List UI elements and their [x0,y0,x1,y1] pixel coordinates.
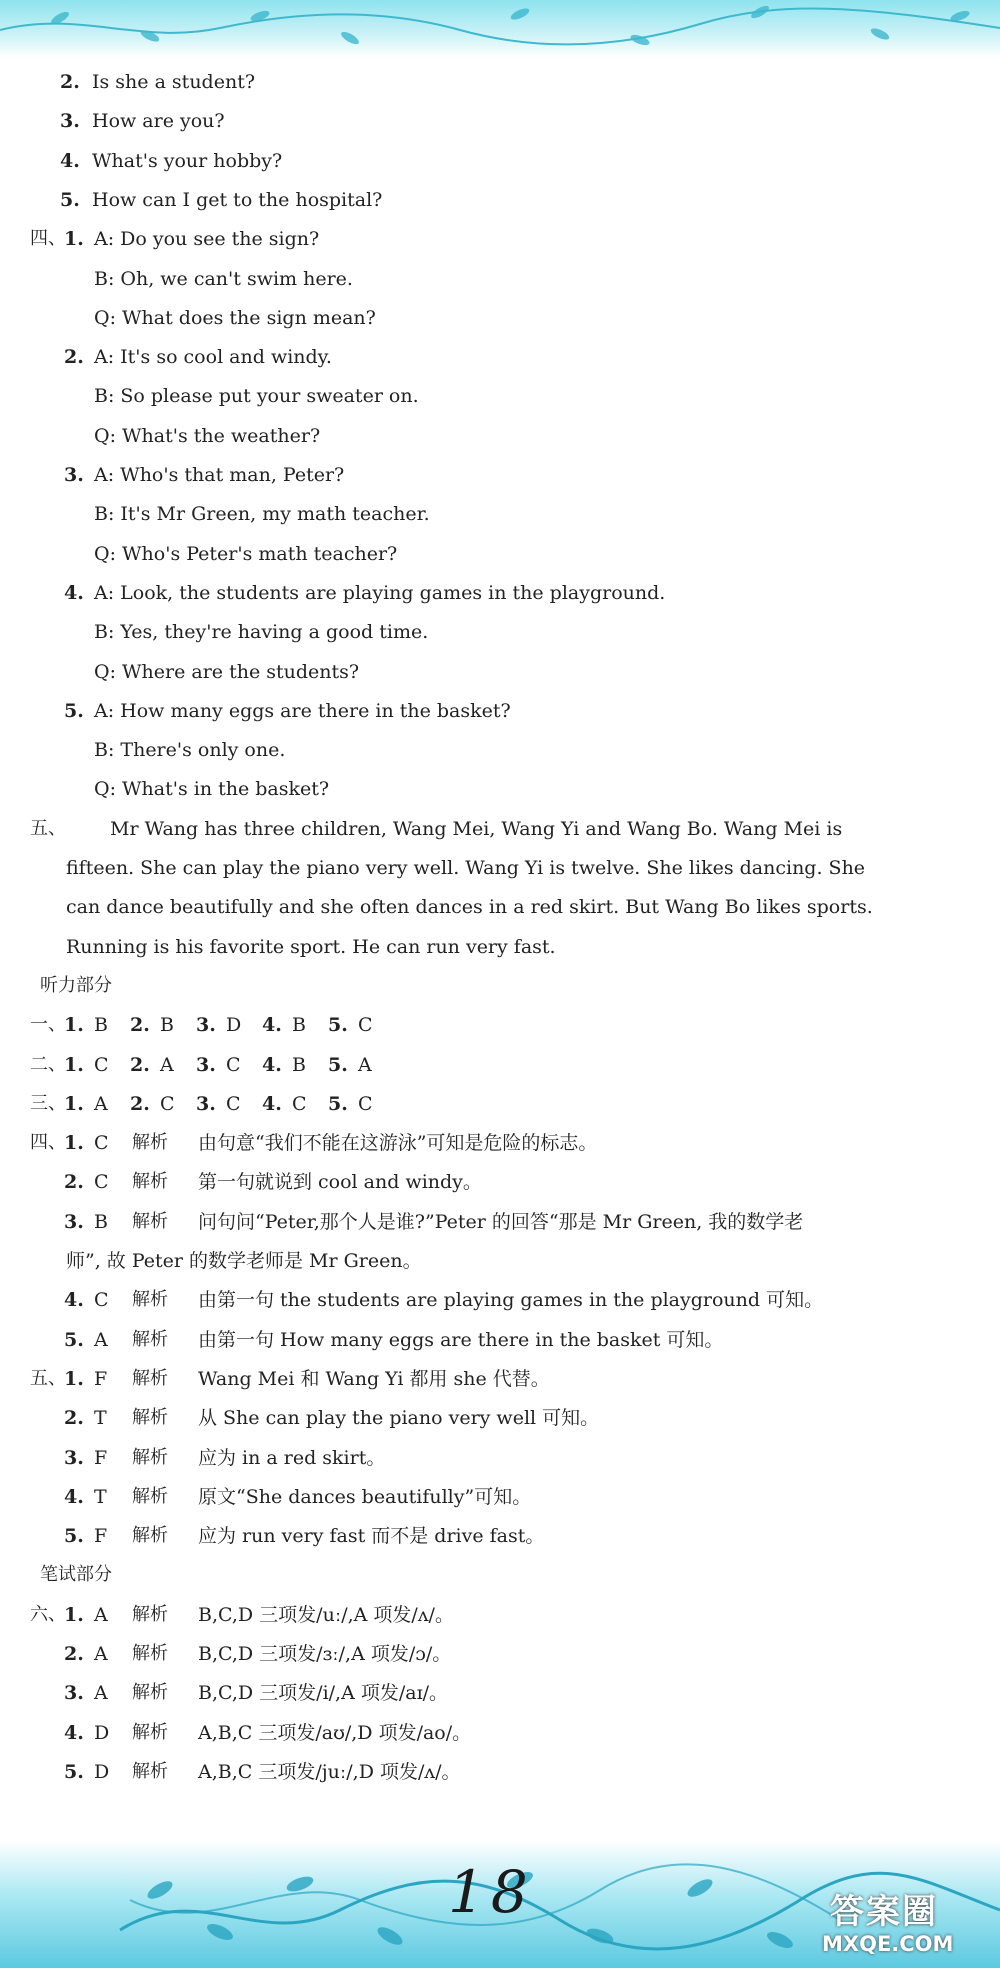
text-line [0,966,1000,1006]
answer-letter: C [94,1171,109,1194]
text-line [0,927,1000,967]
dialog-line-b: B: Yes, they're having a good time. [94,621,429,644]
item-number: 3. [64,1682,84,1705]
text-line [0,376,1000,416]
analysis-text: 从 She can play the piano very well 可知。 [198,1407,600,1430]
item-number: 2. [64,1407,84,1430]
answer-letter: A [94,1603,108,1626]
item-number: 3. [64,464,84,486]
item-number: 5. [328,1014,348,1037]
answer-letter: C [160,1092,175,1115]
item-number: 2. [64,1171,84,1194]
item-number: 5. [328,1092,348,1115]
item-number: 5. [328,1053,348,1076]
item-number: 1. [64,1053,84,1076]
answer-letter: A [94,1682,108,1705]
item-number: 4. [64,581,84,604]
text-line [0,1555,1000,1595]
item-number: 3. [64,1446,84,1469]
dialog-line-a: A: Who's that man, Peter? [94,464,345,486]
text-line [0,1162,1000,1202]
analysis-label: 解析 [132,1446,168,1468]
analysis-text: 应为 in a red skirt。 [198,1446,386,1469]
text-line [0,494,1000,534]
text-line [0,259,1000,299]
watermark-title: 答案圈 [830,1892,938,1932]
analysis-text: A,B,C 三项发/juː/,D 项发/ʌ/。 [198,1760,461,1783]
section-prefix: 二、 [30,1053,66,1075]
item-number: 1. [64,1367,84,1390]
passage-line: Mr Wang has three children, Wang Mei, Wang Yi and Wang Bo. Wang Mei is [110,817,843,840]
text-line [0,1241,1000,1281]
dialog-question: Q: What's the weather? [94,424,321,447]
section-prefix: 三、 [30,1092,66,1114]
dialog-line-b: B: It's Mr Green, my math teacher. [94,503,430,526]
analysis-text: 师”, 故 Peter 的数学老师是 Mr Green。 [66,1250,422,1272]
analysis-text: B,C,D 三项发/uː/,A 项发/ʌ/。 [198,1603,454,1626]
analysis-text: 问句问“Peter,那个人是谁?”Peter 的回答“那是 Mr Green, 我的数学老 [198,1210,804,1233]
analysis-label: 解析 [132,1682,168,1704]
analysis-label: 解析 [132,1525,168,1547]
answer-letter: C [358,1092,373,1115]
item-number: 2. [60,71,80,93]
answer-letter: C [94,1132,109,1155]
analysis-label: 解析 [132,1367,168,1389]
item-number: 4. [262,1092,282,1115]
text-line [0,1477,1000,1517]
dialog-line-b: B: Oh, we can't swim here. [94,267,353,290]
analysis-text: A,B,C 三项发/aʊ/,D 项发/ao/。 [198,1721,472,1744]
analysis-label: 解析 [132,1760,168,1782]
section-prefix: 五、 [30,817,66,839]
item-number: 3. [64,1210,84,1233]
answer-letter: B [94,1210,108,1233]
answer-letter: F [94,1525,108,1548]
analysis-text: 由句意“我们不能在这游泳”可知是危险的标志。 [198,1132,598,1155]
answer-letter: D [226,1014,242,1037]
answer-letter: T [94,1485,107,1508]
dialog-line-a: A: How many eggs are there in the basket? [94,699,511,722]
item-number: 3. [196,1092,216,1115]
analysis-label: 解析 [132,1643,168,1664]
analysis-text: B,C,D 三项发/i/,A 项发/aɪ/。 [198,1682,449,1705]
text-line [0,1202,1000,1242]
text-line [0,809,1000,849]
answer-letter: B [160,1014,174,1037]
analysis-label: 解析 [132,1289,168,1311]
item-number: 1. [64,228,84,251]
page-number: 18 [448,1858,534,1926]
text-line [0,1713,1000,1753]
analysis-text: 由第一句 the students are playing games in the playground 可知。 [198,1289,824,1312]
text-line [0,848,1000,888]
top-vine-border [0,0,1000,58]
text-line [0,691,1000,731]
item-number: 4. [64,1721,84,1744]
answer-letter: C [226,1092,241,1115]
watermark-url: MXQE.COM [822,1932,954,1956]
section-prefix: 四、 [30,228,66,250]
analysis-label: 解析 [132,1407,168,1429]
item-number: 4. [262,1014,282,1037]
item-number: 1. [64,1014,84,1037]
text-line [0,1752,1000,1792]
analysis-label: 解析 [132,1210,168,1232]
section-heading: 笔试部分 [40,1564,112,1586]
analysis-label: 解析 [132,1328,168,1350]
item-number: 2. [64,1643,84,1665]
answer-letter: C [226,1053,241,1076]
answer-letter: B [94,1014,108,1037]
analysis-text: 应为 run very fast 而不是 drive fast。 [198,1525,545,1548]
analysis-label: 解析 [132,1721,168,1743]
item-text: How can I get to the hospital? [92,188,383,211]
answer-letter: A [160,1053,174,1076]
dialog-line-a: A: Look, the students are playing games in the playground. [94,581,666,604]
answer-letter: A [94,1328,108,1351]
text-line [0,1398,1000,1438]
dialog-line-b: B: So please put your sweater on. [94,385,419,408]
analysis-label: 解析 [132,1171,168,1193]
text-line [0,1320,1000,1360]
dialog-question: Q: What's in the basket? [94,778,330,801]
answer-letter: D [94,1721,110,1744]
text-line [0,416,1000,456]
text-line [0,1005,1000,1045]
answer-letter: B [292,1014,306,1037]
item-number: 3. [196,1053,216,1076]
text-line [0,455,1000,495]
item-number: 1. [64,1132,84,1155]
section-prefix: 一、 [30,1014,66,1036]
text-line [0,1595,1000,1635]
item-number: 4. [64,1289,84,1312]
text-line [0,101,1000,141]
text-line [0,1359,1000,1399]
text-line [0,573,1000,613]
text-line [0,180,1000,220]
item-text: What's your hobby? [92,149,283,172]
answer-letter: T [94,1407,107,1430]
item-number: 2. [64,346,84,369]
vine-decoration-icon [0,0,1000,58]
section-heading: 听力部分 [40,974,112,996]
analysis-text: Wang Mei 和 Wang Yi 都用 she 代替。 [198,1367,550,1390]
section-prefix: 六、 [30,1603,66,1625]
text-line [0,62,1000,102]
answer-letter: D [94,1760,110,1783]
analysis-label: 解析 [132,1603,168,1625]
answer-letter: F [94,1367,108,1390]
item-number: 5. [64,1525,84,1548]
text-line [0,1123,1000,1163]
dialog-question: Q: Who's Peter's math teacher? [94,542,398,565]
item-text: Is she a student? [92,71,256,93]
answer-letter: C [94,1053,109,1076]
item-number: 4. [64,1485,84,1508]
answer-letter: A [358,1053,372,1076]
dialog-question: Q: What does the sign mean? [94,306,376,329]
text-line [0,141,1000,181]
item-number: 4. [262,1053,282,1076]
answer-letter: C [358,1014,373,1037]
answer-letter: C [292,1092,307,1115]
item-number: 5. [64,1760,84,1783]
text-line [0,1634,1000,1674]
dialog-line-a: A: It's so cool and windy. [94,346,332,369]
text-line [0,1084,1000,1124]
item-number: 3. [60,110,80,133]
analysis-text: 由第一句 How many eggs are there in the basket 可知。 [198,1328,724,1351]
text-line [0,534,1000,574]
item-number: 5. [64,1328,84,1351]
text-line [0,652,1000,692]
analysis-label: 解析 [132,1132,168,1154]
answer-letter: C [94,1289,109,1312]
item-number: 3. [196,1014,216,1037]
answer-letter: F [94,1446,108,1469]
section-prefix: 五、 [30,1367,66,1389]
text-line [0,1280,1000,1320]
text-line [0,1438,1000,1478]
text-line [0,730,1000,770]
watermark-logo [822,1880,992,1960]
analysis-text: 原文“She dances beautifully”可知。 [198,1485,532,1508]
text-line [0,1516,1000,1556]
text-line [0,769,1000,809]
item-number: 2. [130,1053,150,1076]
section-prefix: 四、 [30,1132,66,1154]
analysis-text: 第一句就说到 cool and windy。 [198,1171,482,1194]
passage-line: Running is his favorite sport. He can run very fast. [66,935,556,958]
answer-letter: B [292,1053,306,1076]
dialog-line-b: B: There's only one. [94,739,286,762]
item-number: 2. [130,1092,150,1115]
answer-letter: A [94,1092,108,1115]
item-text: How are you? [92,110,225,133]
analysis-text: B,C,D 三项发/ɜː/,A 项发/ɔ/。 [198,1643,452,1665]
answer-letter: A [94,1643,108,1665]
item-number: 5. [64,699,84,722]
dialog-line-a: A: Do you see the sign? [94,228,320,251]
item-number: 5. [60,188,80,211]
passage-line: fifteen. She can play the piano very well. Wang Yi is twelve. She likes dancing. She [66,857,866,879]
text-line [0,298,1000,338]
text-line [0,887,1000,927]
item-number: 4. [60,149,80,172]
text-line [0,612,1000,652]
text-line [0,337,1000,377]
item-number: 1. [64,1092,84,1115]
analysis-label: 解析 [132,1485,168,1507]
dialog-question: Q: Where are the students? [94,660,360,683]
item-number: 2. [130,1014,150,1037]
passage-line: can dance beautifully and she often dances in a red skirt. But Wang Bo likes sports. [66,896,873,919]
text-line [0,219,1000,259]
text-line [0,1045,1000,1085]
text-line [0,1673,1000,1713]
item-number: 1. [64,1603,84,1626]
